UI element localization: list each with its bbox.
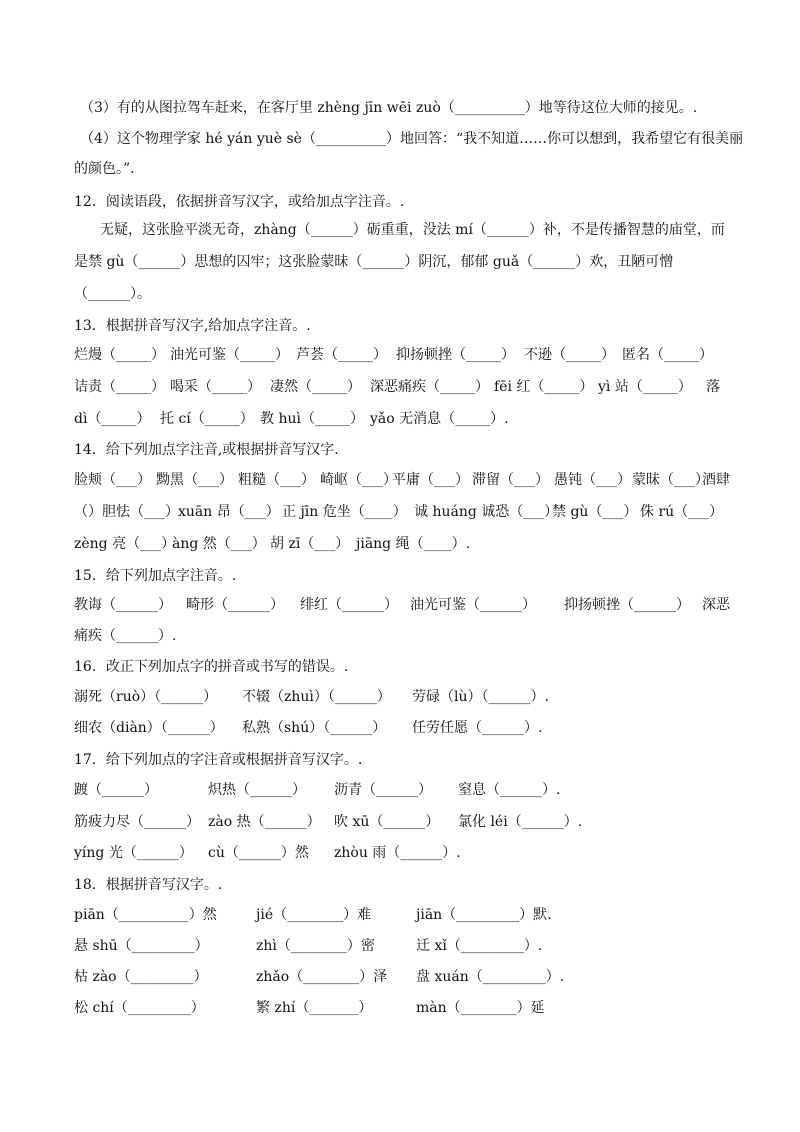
q15-item: 绯红（______） xyxy=(300,597,398,613)
q18-item: 繁 zhí（_______） xyxy=(256,1000,373,1016)
q18-item: 枯 zào（_________） xyxy=(74,969,208,985)
q15-item: 油光可鉴（______） xyxy=(410,597,536,613)
q16-item: 劳碌（lù）（______）. xyxy=(412,689,549,705)
q17-heading: 17．给下列加点的字注音或根据拼音写汉字。. xyxy=(74,752,363,768)
q18-item: zhǎo（________）泽 xyxy=(256,969,388,985)
q17-item: yíng 光（______） xyxy=(74,845,193,861)
q14-heading: 14．给下列加点字注音,或根据拼音写汉字. xyxy=(74,442,339,458)
q15-item: 畸形（______） xyxy=(186,597,284,613)
q14-item: （）胆怯（___） xyxy=(74,504,179,520)
q18-item: jié（________）难 xyxy=(256,907,372,923)
q14-item: 崎岖（___） xyxy=(320,472,397,488)
q16-heading: 16．改正下列加点字的拼音或书写的错误。. xyxy=(74,659,349,675)
q18-item: zhì（________）密 xyxy=(256,938,375,954)
q14-item: 平庸（___） xyxy=(392,472,469,488)
q17-item: 沥青（______） xyxy=(334,782,432,798)
q18-item: 松 chí（_________） xyxy=(74,1000,205,1016)
q15-heading: 15．给下列加点字注音。. xyxy=(74,568,237,584)
q13-item: 喝采（_____） xyxy=(170,379,261,395)
q13-item: yì 站（_____） xyxy=(598,379,692,395)
q17-item: 炽热（______） xyxy=(208,782,306,798)
q18-item: 迁 xǐ（_________）. xyxy=(416,938,543,954)
q14-item: 诚 huáng 诚恐（___） xyxy=(414,504,559,520)
q13-item: 深恶痛疾（_____） xyxy=(370,379,489,395)
q15-item: 教诲（______） xyxy=(74,597,172,613)
q14-item: zèng 亮（___） xyxy=(74,536,176,552)
q17-item: 吹 xū（______） xyxy=(334,814,440,830)
q14-item: 黝黑（___） xyxy=(156,472,233,488)
q15-item: 痛疾（______）. xyxy=(74,628,177,644)
q15-item: 抑扬顿挫（______） xyxy=(564,597,690,613)
q17-item: 踱（______） xyxy=(74,782,158,798)
q14-item: 禁 gù（___） xyxy=(552,504,638,520)
q13-item: 诘责（_____） xyxy=(74,379,165,395)
q13-item: 不逊（_____） xyxy=(524,347,615,363)
q13-item: 匿名（_____） xyxy=(622,347,713,363)
q14-item: 酒肆 xyxy=(702,472,730,488)
q14-item: 脸颊（___） xyxy=(74,472,151,488)
q14-item: 侏 rú（___） xyxy=(640,504,724,520)
q14-item: jiāng 绳（____）. xyxy=(356,536,471,552)
q14-item: àng 然（___） xyxy=(172,536,266,552)
q17-item: 窒息（______）. xyxy=(458,782,561,798)
q13-item: 落 xyxy=(706,379,720,395)
q17-item: 氯化 léi（______）. xyxy=(458,814,583,830)
q17-item: 筋疲力尽（______） xyxy=(74,814,200,830)
q14-item: 正 jīn 危坐（____） xyxy=(282,504,407,520)
q18-item: jiān（_________）默. xyxy=(416,907,552,923)
q11-item-3: （3）有的从图拉驾车赶来，在客厅里 zhèng jīn wēi zuò（__________）地等待这位大师的接见。. xyxy=(80,100,698,116)
q18-item: 悬 shū（_________） xyxy=(74,938,209,954)
q12-passage-line2: 是禁 gù（______）思想的囚牢；这张脸蒙昧（______）阴沉，郁郁 guǎ（______）欢，丑陋可憎 xyxy=(74,254,674,270)
q16-item: 任劳任愿（______）. xyxy=(412,720,543,736)
q17-item: zào 热（______） xyxy=(208,814,321,830)
q16-item: 细农（diàn）（______） xyxy=(74,720,224,736)
q13-item: fēi 红（_____） xyxy=(494,379,594,395)
q18-item: piān（__________）然 xyxy=(74,907,217,923)
q14-item: 滞留（___） xyxy=(472,472,549,488)
q18-heading: 18．根据拼音写汉字。. xyxy=(74,877,223,893)
q17-item: cù（______）然 xyxy=(208,845,309,861)
q18-item: màn（________）延 xyxy=(416,1000,545,1016)
q13-item: 芦荟（_____） xyxy=(296,347,387,363)
q12-passage-line1: 无疑，这张脸平淡无奇，zhàng（______）砺重重，没法 mí（______）补，不是传播智慧的庙堂，而 xyxy=(100,222,725,238)
q14-item: 粗糙（___） xyxy=(238,472,315,488)
q13-heading: 13．根据拼音写汉字,给加点字注音。. xyxy=(74,318,311,334)
q16-item: 私熟（shú）（______） xyxy=(242,720,387,736)
q16-item: 不辍（zhuì）（______） xyxy=(242,689,391,705)
q15-item: 深恶 xyxy=(702,597,730,613)
q13-item: 抑扬顿挫（_____） xyxy=(396,347,515,363)
q14-item: 蒙昧（___） xyxy=(632,472,709,488)
q11-item-4-line1: （4）这个物理学家 hé yán yuè sè（__________）地回答：“我不知道……你可以想到，我希望它有很美丽 xyxy=(80,131,744,147)
q13-item: yǎo 无消息（_____）. xyxy=(370,411,509,427)
q12-passage-line3: （______）。 xyxy=(74,286,151,302)
q12-heading: 12．阅读语段，依据拼音写汉字，或给加点字注音。. xyxy=(74,194,405,210)
q17-item: zhòu 雨（______）. xyxy=(334,845,461,861)
q13-item: 凄然（_____） xyxy=(270,379,361,395)
q11-item-4-line2: 的颜色。”. xyxy=(74,161,135,177)
q14-item: 胡 zī（___） xyxy=(270,536,350,552)
q16-item: 溺死（ruò）（______） xyxy=(74,689,218,705)
q13-item: dì（_____） xyxy=(74,411,151,427)
q13-item: 烂熳（_____） xyxy=(74,347,165,363)
q13-item: 教 huì（_____） xyxy=(260,411,364,427)
q13-item: 托 cí（_____） xyxy=(160,411,254,427)
q14-item: 愚钝（___） xyxy=(554,472,631,488)
q14-item: xuān 昂（___） xyxy=(178,504,280,520)
q13-item: 油光可鉴（_____） xyxy=(170,347,289,363)
q18-item: 盘 xuán（_________）. xyxy=(416,969,565,985)
